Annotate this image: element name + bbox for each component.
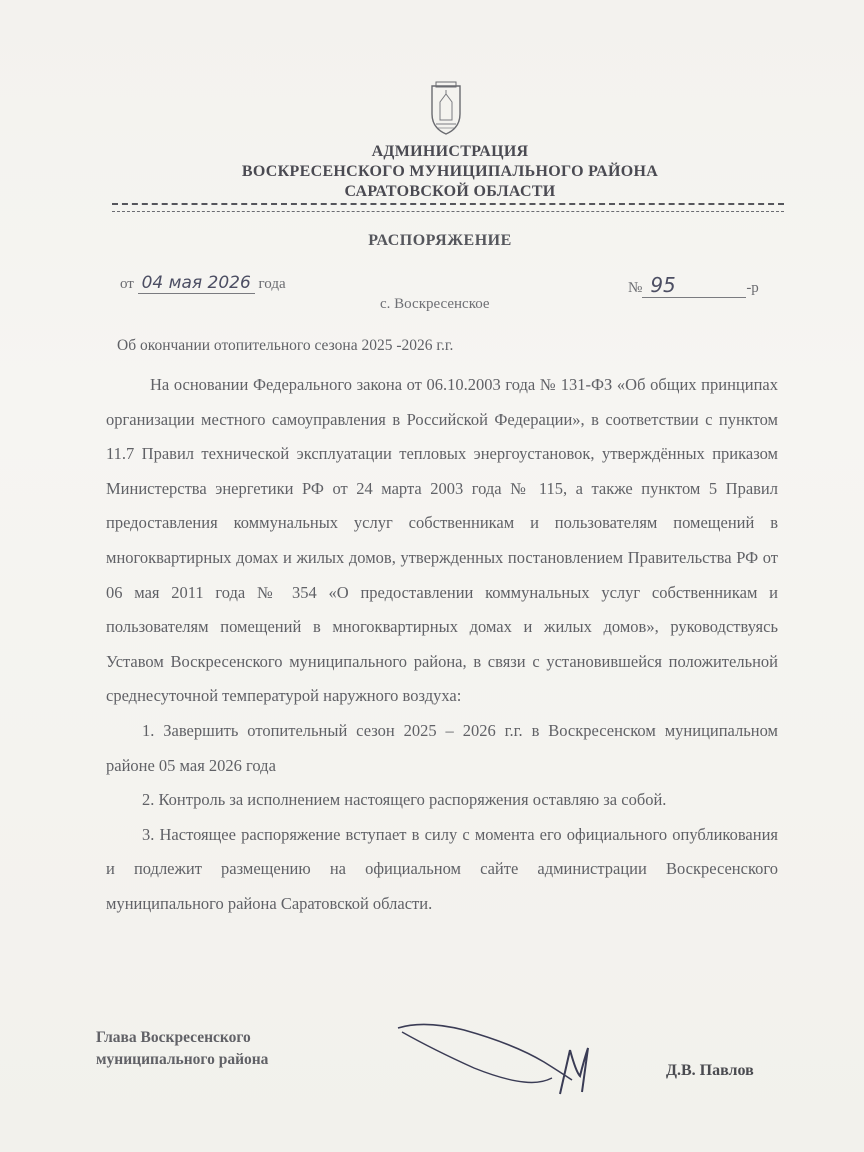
signer-name: Д.В. Павлов [666, 1062, 754, 1079]
header-line-administration: АДМИНИСТРАЦИЯ [371, 143, 529, 160]
document-number-line [628, 273, 759, 298]
body-item-1: 1. Завершить отопительный сезон 2025 – 2026 г.г. в Воскресенском муниципальном районе 05 мая 2026 года [106, 720, 778, 775]
handwritten-signature-icon [384, 1010, 624, 1100]
number-value: 95 [642, 273, 746, 298]
number-suffix: -р [746, 280, 759, 296]
date-suffix: года [258, 276, 286, 292]
body-preamble: На основании Федерального закона от 06.10.2003 года № 131-ФЗ «Об общих принципах организации местного самоуправления в Российской Федерации», в соответствии с пунктом 11.7 Правил технической эксплуатации тепловых энергоустановок, утверждённых приказом Министерства энергетики РФ от 24 марта 2003 года № 115, а также пунктом 5 Правил предоставления коммунальных услуг собственникам и пользователям помещений в многоквартирных домах и жилых домов, утвержденных постановлением Правительства РФ от 06 мая 2011 года № 354 «О предоставлении коммунальных услуг собственникам и пользователям помещений в многоквартирных домах и жилых домов», руководствуясь Уставом Воскресенского муниципального района, в связи с установившейся положительной среднесуточной температурой наружного воздуха: [106, 375, 778, 706]
signer-title-line-1: Глава Воскресенского [96, 1029, 251, 1046]
body-item-2: 2. Контроль за исполнением настоящего распоряжения оставляю за собой. [142, 790, 667, 810]
date-line [120, 273, 286, 293]
date-value: 04 мая 2026 [138, 273, 255, 294]
signer-title [96, 1027, 268, 1071]
header-divider [112, 203, 784, 212]
coat-of-arms-icon [426, 80, 466, 136]
signer-title-line-2: муниципального района [96, 1051, 269, 1068]
document-type-title: РАСПОРЯЖЕНИЕ [368, 232, 512, 249]
number-prefix: № [628, 280, 643, 296]
place-of-issue: с. Воскресенское [380, 296, 490, 312]
document-body [106, 368, 778, 922]
date-prefix: от [120, 276, 134, 292]
body-item-3: 3. Настоящее распоряжение вступает в силу с момента его официального опубликования и подлежит размещению на официальном сайте администрации Воскресенского муниципального района Саратовской области. [106, 824, 778, 913]
header-line-region: САРАТОВСКОЙ ОБЛАСТИ [344, 183, 556, 200]
document-subject: Об окончании отопительного сезона 2025 -2026 г.г. [117, 337, 454, 354]
header-line-district: ВОСКРЕСЕНСКОГО МУНИЦИПАЛЬНОГО РАЙОНА [241, 163, 659, 180]
